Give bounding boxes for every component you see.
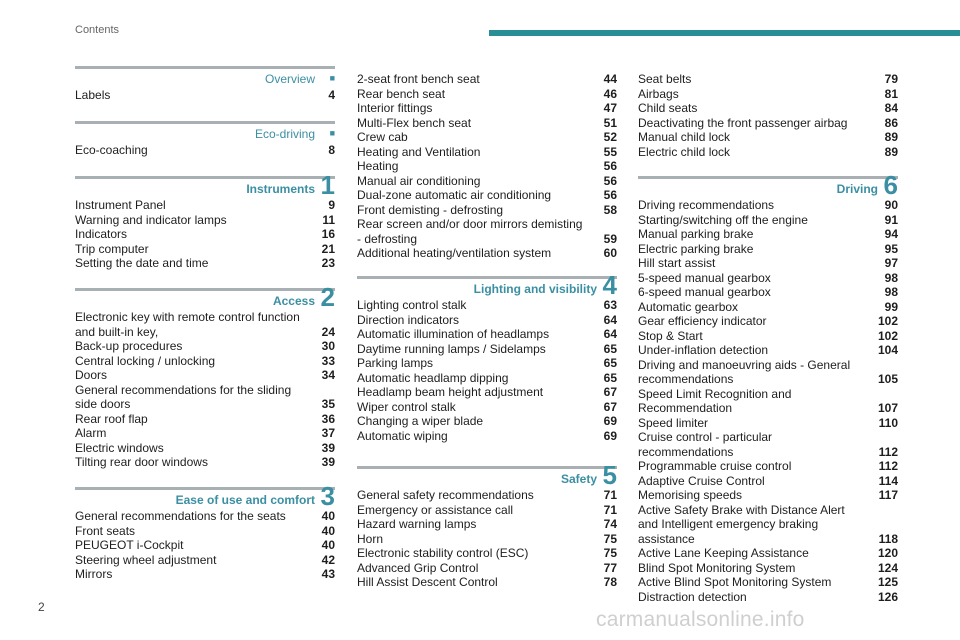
- toc-entry[interactable]: [357, 503, 617, 518]
- section-header: [638, 170, 898, 200]
- toc-entry-title: Speed limiter: [638, 415, 709, 430]
- toc-entry-page: 107: [877, 401, 898, 415]
- toc-entry-title: Alarm: [75, 426, 107, 440]
- section-header: [75, 121, 335, 143]
- header-title: Contents: [75, 24, 120, 36]
- toc-entry-title: Direction indicators: [357, 312, 460, 327]
- toc-entry[interactable]: [75, 426, 335, 441]
- toc-entry-page: 90: [884, 198, 898, 212]
- toc-entry-page: 39: [321, 440, 335, 455]
- toc-entry-page: 23: [321, 256, 335, 270]
- section-title: Access: [272, 294, 315, 308]
- section-rule: [75, 66, 335, 69]
- toc-entry-page: 112: [878, 444, 898, 459]
- toc-section: [638, 72, 898, 159]
- toc-entry-page: 97: [884, 256, 898, 270]
- toc-entry-title: Electronic key with remote control function and built-in key,: [75, 310, 300, 339]
- section-number: 1: [320, 170, 335, 200]
- toc-entry-title: Electric windows: [75, 440, 164, 455]
- toc-entry-title: Dual-zone automatic air conditioning: [357, 188, 552, 202]
- toc-entry-page: 69: [603, 414, 617, 428]
- section-rule: [75, 176, 335, 179]
- toc-entry-title: General safety recommendations: [357, 488, 534, 502]
- toc-entry-page: 30: [321, 339, 335, 353]
- toc-entry-title: Indicators: [75, 227, 128, 241]
- toc-entry-page: 102: [877, 314, 898, 328]
- toc-entry-title: Tilting rear door windows: [75, 455, 208, 469]
- toc-entry-title: 2-seat front bench seat: [357, 72, 480, 86]
- toc-entry[interactable]: [357, 342, 617, 357]
- toc-entry[interactable]: [357, 101, 617, 116]
- toc-entry-page: 99: [884, 299, 898, 314]
- toc-entry-page: 120: [877, 546, 898, 560]
- toc-entry[interactable]: [638, 358, 898, 387]
- toc-entry[interactable]: [638, 430, 898, 459]
- section-number: 3: [320, 481, 335, 511]
- toc-entry[interactable]: [75, 383, 335, 412]
- toc-entry[interactable]: [638, 256, 898, 271]
- toc-entry-page: 56: [603, 159, 617, 173]
- toc-entry-page: 71: [603, 502, 617, 517]
- toc-entry[interactable]: [638, 242, 898, 257]
- toc-entry-page: 51: [603, 115, 617, 130]
- toc-entry-page: 69: [603, 428, 617, 443]
- toc-entry-page: 47: [603, 101, 617, 115]
- toc-entry-page: 126: [877, 589, 898, 604]
- section-header: [75, 170, 335, 200]
- toc-entry-title: Central locking / unlocking: [75, 353, 216, 368]
- toc-section: [75, 170, 335, 271]
- toc-entry-page: 42: [321, 552, 335, 567]
- toc-entry-page: 110: [878, 415, 898, 430]
- toc-entry-title: Rear roof flap: [75, 411, 148, 426]
- toc-entry[interactable]: [357, 313, 617, 328]
- toc-entry[interactable]: [357, 532, 617, 547]
- toc-entry-page: 21: [321, 241, 335, 256]
- toc-entry-title: Back-up procedures: [75, 339, 183, 353]
- toc-entry-page: 58: [603, 202, 617, 217]
- toc-entry[interactable]: [638, 561, 898, 576]
- toc-entry-title: General recommendations for the seats: [75, 509, 286, 523]
- toc-entry-page: 40: [321, 538, 335, 552]
- toc-entry[interactable]: [638, 271, 898, 286]
- toc-section: [75, 66, 335, 103]
- toc-entry[interactable]: [638, 72, 898, 87]
- section-header: [357, 270, 617, 300]
- toc-entry-title: Child seats: [638, 101, 698, 115]
- toc-entry[interactable]: [75, 256, 335, 271]
- toc-entry-title: Steering wheel adjustment: [75, 552, 217, 567]
- toc-entry-page: 125: [877, 575, 898, 589]
- toc-entry[interactable]: [638, 314, 898, 329]
- section-number: 6: [883, 170, 898, 200]
- toc-entry-page: 4: [328, 88, 335, 102]
- toc-entry-page: 105: [877, 372, 898, 386]
- toc-entry-page: 112: [878, 459, 898, 473]
- toc-entry[interactable]: [638, 227, 898, 242]
- section-title: Safety: [560, 472, 597, 486]
- toc-entry-page: 64: [603, 327, 617, 341]
- toc-entry-title: Interior fittings: [357, 101, 433, 115]
- section-rule: [357, 276, 617, 279]
- toc-entry[interactable]: [75, 143, 335, 158]
- toc-entry-page: 98: [884, 285, 898, 299]
- toc-entry-title: Electric parking brake: [638, 241, 754, 256]
- toc-entry[interactable]: [357, 356, 617, 371]
- toc-entry-page: 118: [878, 531, 898, 546]
- toc-entry-title: Changing a wiper blade: [357, 414, 484, 428]
- toc-entry-title: Manual child lock: [638, 130, 731, 144]
- section-title: Overview: [264, 72, 315, 86]
- toc-entry-page: 56: [603, 188, 617, 202]
- toc-entry-title: Rear screen and/or door mirrors demisting - defrosting: [357, 217, 583, 246]
- toc-entry-page: 91: [884, 212, 898, 227]
- toc-entry[interactable]: [357, 246, 617, 261]
- toc-entry[interactable]: [638, 474, 898, 489]
- toc-entry-page: 59: [603, 231, 617, 246]
- page-number: 2: [38, 600, 45, 614]
- toc-entry[interactable]: [75, 368, 335, 383]
- toc-entry[interactable]: [638, 285, 898, 300]
- toc-entry-title: Heating: [357, 159, 399, 173]
- section-title: Lighting and visibility: [473, 282, 597, 296]
- toc-entry-page: 102: [877, 328, 898, 343]
- toc-entry[interactable]: [638, 546, 898, 561]
- toc-entry[interactable]: [638, 590, 898, 605]
- toc-entry-page: 114: [878, 473, 898, 488]
- toc-entry-title: Memorising speeds: [638, 488, 743, 502]
- toc-entry-page: 86: [884, 115, 898, 130]
- toc-entry[interactable]: [357, 429, 617, 444]
- toc-entry[interactable]: [638, 145, 898, 160]
- toc-section: [357, 270, 617, 443]
- toc-entry-title: Driving recommendations: [638, 198, 775, 212]
- section-title: Ease of use and comfort: [175, 493, 315, 507]
- toc-entry[interactable]: [75, 524, 335, 539]
- toc-entry-title: 6-speed manual gearbox: [638, 285, 771, 299]
- toc-entry-title: Deactivating the front passenger airbag: [638, 115, 848, 130]
- toc-entry-page: 34: [321, 368, 335, 382]
- toc-entry-page: 65: [603, 370, 617, 385]
- toc-entry-title: Starting/switching off the engine: [638, 212, 808, 227]
- toc-entry[interactable]: [638, 416, 898, 431]
- toc-entry-page: 89: [884, 144, 898, 159]
- toc-section: [357, 72, 617, 261]
- section-title: Eco-driving: [254, 127, 315, 141]
- section-number: 4: [602, 270, 617, 300]
- toc-entry-page: 77: [603, 560, 617, 575]
- toc-entry-title: Automatic headlamp dipping: [357, 370, 509, 385]
- toc-entry-title: Driving and manoeuvring aids - General recommendations: [638, 357, 851, 386]
- toc-entry-title: Crew cab: [357, 130, 408, 144]
- toc-entry-page: 37: [321, 426, 335, 440]
- toc-entry[interactable]: [75, 354, 335, 369]
- toc-entry[interactable]: [638, 459, 898, 474]
- toc-entry-page: 65: [603, 341, 617, 356]
- watermark: carmanualsonline.info: [596, 608, 805, 631]
- toc-entry[interactable]: [638, 488, 898, 503]
- toc-entry[interactable]: [75, 198, 335, 213]
- toc-entry-title: Warning and indicator lamps: [75, 212, 227, 227]
- toc-entry-title: Doors: [75, 368, 108, 382]
- toc-entry-title: Advanced Grip Control: [357, 560, 479, 575]
- toc-entry-page: 8: [328, 143, 335, 157]
- toc-entry[interactable]: [357, 517, 617, 532]
- toc-entry[interactable]: [638, 213, 898, 228]
- toc-entry[interactable]: [638, 503, 898, 547]
- toc-entry-page: 65: [603, 356, 617, 370]
- toc-entry-title: Electric child lock: [638, 144, 731, 159]
- section-marker-icon: ■: [329, 73, 335, 83]
- toc-entry-title: Mirrors: [75, 567, 113, 581]
- toc-entry[interactable]: [638, 116, 898, 131]
- toc-entry-page: 104: [877, 343, 898, 357]
- toc-entry-title: Trip computer: [75, 241, 149, 256]
- toc-entry-page: 52: [603, 130, 617, 144]
- section-header: [357, 460, 617, 490]
- toc-entry-page: 36: [321, 411, 335, 426]
- toc-entry[interactable]: [638, 343, 898, 358]
- toc-entry-title: Airbags: [638, 86, 679, 101]
- toc-entry[interactable]: [357, 546, 617, 561]
- toc-entry[interactable]: [357, 72, 617, 87]
- toc-entry[interactable]: [357, 385, 617, 400]
- toc-section: [75, 121, 335, 158]
- toc-entry[interactable]: [638, 87, 898, 102]
- toc-entry-title: General recommendations for the sliding side doors: [75, 382, 292, 411]
- toc-entry[interactable]: [357, 203, 617, 218]
- section-header: [75, 481, 335, 511]
- section-header: [75, 66, 335, 88]
- toc-entry-page: 44: [603, 72, 617, 86]
- toc-entry-page: 16: [321, 227, 335, 241]
- toc-entry-title: Setting the date and time: [75, 256, 209, 270]
- toc-entry-page: 39: [321, 455, 335, 469]
- toc-entry-page: 75: [603, 531, 617, 546]
- toc-entry[interactable]: [357, 298, 617, 313]
- toc-entry[interactable]: [357, 488, 617, 503]
- toc-entry-title: Lighting control stalk: [357, 298, 467, 312]
- toc-entry[interactable]: [638, 300, 898, 315]
- toc-entry-title: PEUGEOT i-Cockpit: [75, 538, 184, 552]
- toc-entry-title: Under-inflation detection: [638, 343, 769, 357]
- toc-entry-page: 124: [877, 560, 898, 575]
- toc-entry[interactable]: [357, 400, 617, 415]
- toc-entry-title: Automatic wiping: [357, 428, 448, 443]
- toc-entry-title: Electronic stability control (ESC): [357, 546, 529, 560]
- toc-entry-title: Automatic gearbox: [638, 299, 739, 314]
- toc-entry-page: 78: [603, 575, 617, 589]
- toc-entry[interactable]: [357, 188, 617, 203]
- toc-entry-page: 75: [603, 546, 617, 560]
- toc-entry[interactable]: [75, 213, 335, 228]
- toc-entry-title: Front seats: [75, 523, 136, 538]
- toc-entry-title: 5-speed manual gearbox: [638, 270, 771, 285]
- section-header: [75, 282, 335, 312]
- toc-entry-page: 95: [884, 241, 898, 256]
- toc-entry-title: Active Safety Brake with Distance Alert and Intelligent emergency braking assistance: [638, 502, 845, 546]
- toc-entry-title: Hazard warning lamps: [357, 517, 477, 531]
- toc-entry-title: Eco-coaching: [75, 143, 148, 157]
- toc-entry-page: 63: [603, 298, 617, 312]
- toc-entry[interactable]: [75, 339, 335, 354]
- toc-entry[interactable]: [75, 567, 335, 582]
- toc-entry[interactable]: [357, 575, 617, 590]
- toc-entry-title: Programmable cruise control: [638, 459, 792, 473]
- toc-entry[interactable]: [75, 538, 335, 553]
- toc-entry[interactable]: [357, 217, 617, 246]
- toc-entry[interactable]: [357, 414, 617, 429]
- toc-entry-title: Wiper control stalk: [357, 399, 456, 414]
- toc-entry-page: 40: [321, 523, 335, 538]
- toc-entry-page: 46: [603, 86, 617, 101]
- toc-entry-page: 84: [884, 101, 898, 115]
- section-title: Driving: [836, 182, 878, 196]
- toc-entry-page: 60: [603, 246, 617, 260]
- toc-entry-title: Labels: [75, 88, 111, 102]
- toc-entry-page: 43: [321, 567, 335, 581]
- toc-entry-title: Multi-Flex bench seat: [357, 115, 472, 130]
- toc-entry-title: Headlamp beam height adjustment: [357, 385, 544, 399]
- section-number: 2: [320, 282, 335, 312]
- toc-entry[interactable]: [638, 101, 898, 116]
- toc-entry[interactable]: [638, 198, 898, 213]
- toc-entry-page: 64: [603, 312, 617, 327]
- toc-section: [638, 170, 898, 604]
- toc-entry-title: Rear bench seat: [357, 86, 446, 101]
- toc-entry-title: Automatic illumination of headlamps: [357, 327, 550, 341]
- toc-entry[interactable]: [75, 88, 335, 103]
- toc-entry-page: 56: [603, 173, 617, 188]
- section-title: Instruments: [246, 182, 315, 196]
- toc-entry-title: Heating and Ventilation: [357, 144, 481, 159]
- toc-section: [75, 282, 335, 470]
- toc-entry-title: Instrument Panel: [75, 198, 166, 212]
- section-rule: [75, 121, 335, 124]
- toc-entry-page: 9: [328, 198, 335, 212]
- toc-entry[interactable]: [75, 310, 335, 339]
- toc-entry[interactable]: [357, 561, 617, 576]
- toc-entry-title: Seat belts: [638, 72, 692, 86]
- toc-entry-title: Adaptive Cruise Control: [638, 473, 765, 488]
- toc-entry[interactable]: [638, 130, 898, 145]
- toc-entry-title: Stop & Start: [638, 328, 703, 343]
- toc-entry-title: Gear efficiency indicator: [638, 314, 767, 328]
- toc-entry-page: 71: [603, 488, 617, 502]
- toc-entry-page: 35: [321, 397, 335, 411]
- toc-entry-page: 94: [884, 227, 898, 241]
- toc-section: [357, 460, 617, 590]
- toc-entry-page: 67: [603, 385, 617, 399]
- toc-entry-page: 40: [321, 509, 335, 523]
- toc-entry-title: Speed Limit Recognition and Recommendation: [638, 386, 792, 415]
- toc-entry-title: Emergency or assistance call: [357, 502, 514, 517]
- toc-entry[interactable]: [357, 371, 617, 386]
- toc-section: [75, 481, 335, 582]
- toc-entry-title: Active Lane Keeping Assistance: [638, 546, 809, 560]
- toc-entry[interactable]: [75, 227, 335, 242]
- section-rule: [638, 176, 898, 179]
- toc-entry-title: Active Blind Spot Monitoring System: [638, 575, 832, 589]
- section-rule: [75, 288, 335, 291]
- toc-entry[interactable]: [357, 145, 617, 160]
- toc-entry-page: 24: [321, 324, 335, 339]
- toc-entry[interactable]: [638, 329, 898, 344]
- toc-entry-title: Parking lamps: [357, 356, 434, 370]
- toc-entry-page: 79: [884, 72, 898, 86]
- toc-entry[interactable]: [357, 174, 617, 189]
- toc-entry-title: Hill Assist Descent Control: [357, 575, 498, 589]
- toc-entry-page: 81: [884, 86, 898, 101]
- toc-entry-page: 74: [603, 517, 617, 531]
- toc-entry-page: 89: [884, 130, 898, 144]
- toc-entry[interactable]: [638, 575, 898, 590]
- toc-entry[interactable]: [75, 455, 335, 470]
- toc-entry-title: Hill start assist: [638, 256, 716, 270]
- toc-entry-title: Manual air conditioning: [357, 173, 481, 188]
- toc-entry-page: 117: [878, 488, 898, 502]
- toc-entry-title: Daytime running lamps / Sidelamps: [357, 341, 546, 356]
- toc-entry[interactable]: [357, 327, 617, 342]
- toc-entry-title: Blind Spot Monitoring System: [638, 560, 796, 575]
- toc-entry-page: 98: [884, 270, 898, 285]
- toc-entry[interactable]: [638, 387, 898, 416]
- toc-entry[interactable]: [75, 509, 335, 524]
- toc-entry-title: Distraction detection: [638, 589, 747, 604]
- toc-entry-title: Additional heating/ventilation system: [357, 246, 552, 260]
- section-number: 5: [602, 460, 617, 490]
- toc-entry[interactable]: [357, 116, 617, 131]
- toc-entry-page: 33: [321, 353, 335, 368]
- toc-entry[interactable]: [75, 553, 335, 568]
- toc-entry[interactable]: [357, 159, 617, 174]
- toc-entry-page: 67: [603, 399, 617, 414]
- toc-entry[interactable]: [75, 441, 335, 456]
- section-rule: [357, 466, 617, 469]
- toc-entry[interactable]: [75, 242, 335, 257]
- section-marker-icon: ■: [329, 128, 335, 138]
- toc-entry-page: 11: [322, 212, 335, 227]
- toc-entry[interactable]: [357, 130, 617, 145]
- toc-entry[interactable]: [75, 412, 335, 427]
- toc-entry-title: Manual parking brake: [638, 227, 754, 241]
- toc-entry-title: Cruise control - particular recommendations: [638, 430, 773, 459]
- toc-entry-title: Horn: [357, 531, 384, 546]
- toc-entry[interactable]: [357, 87, 617, 102]
- section-rule: [75, 487, 335, 490]
- toc-entry-page: 55: [603, 144, 617, 159]
- toc-entry-title: Front demisting - defrosting: [357, 202, 504, 217]
- header-accent-bar: [489, 30, 960, 36]
